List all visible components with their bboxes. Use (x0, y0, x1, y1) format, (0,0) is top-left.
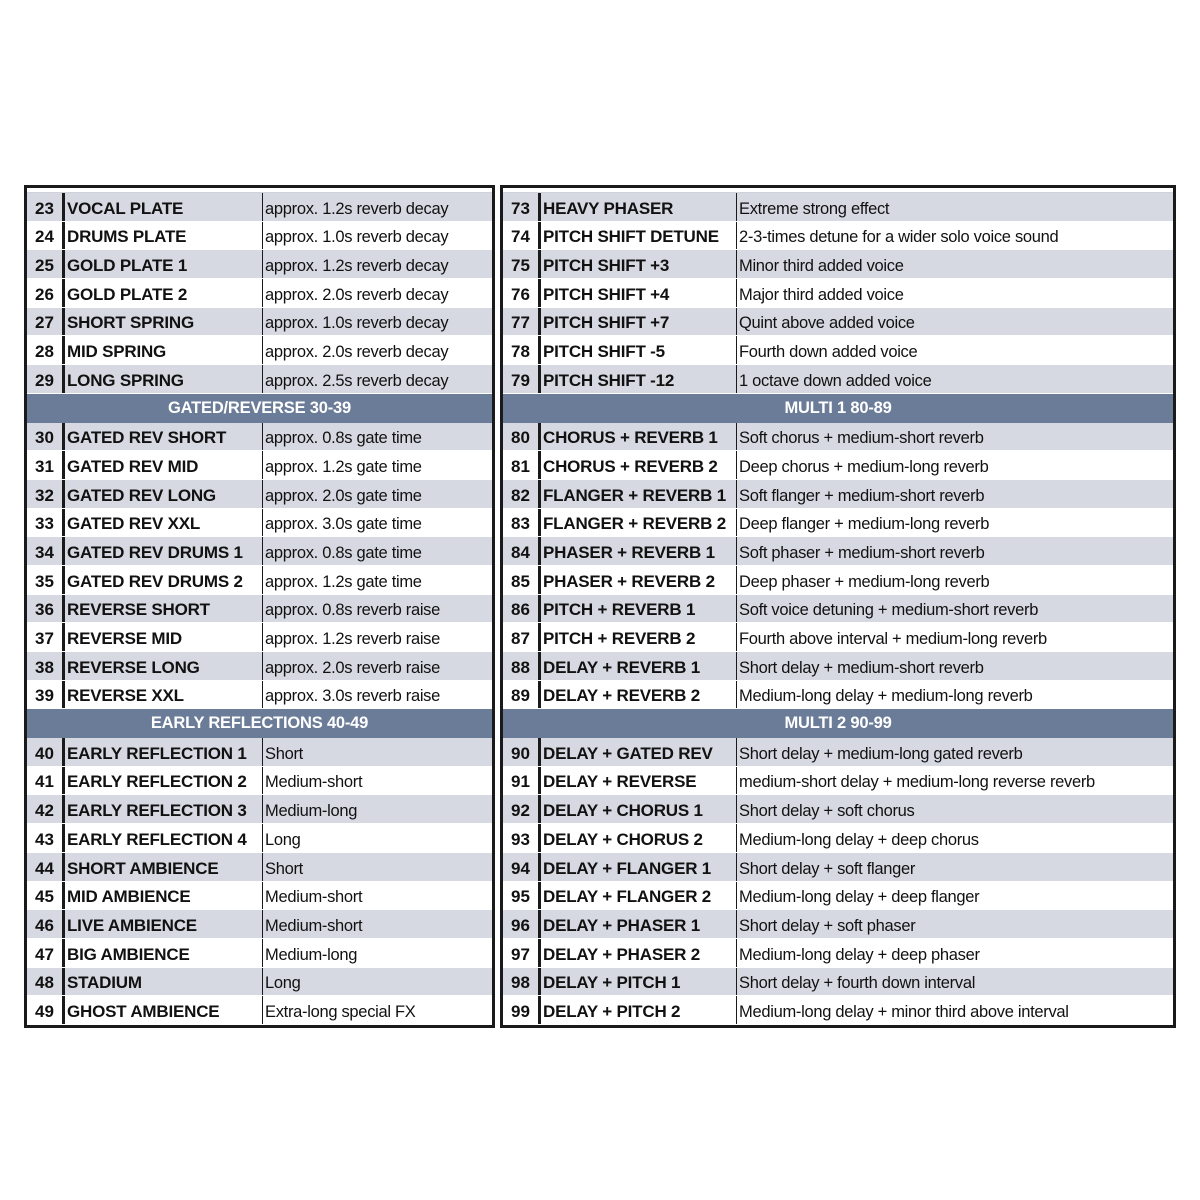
effect-num: 92 (503, 795, 541, 823)
effect-name: CHORUS + REVERB 2 (541, 451, 737, 479)
table-row (503, 623, 1173, 652)
effect-num: 48 (27, 968, 65, 996)
effect-name: DELAY + CHORUS 1 (541, 795, 737, 823)
table-row (27, 595, 492, 624)
effect-desc: Soft flanger + medium-short reverb (739, 486, 985, 505)
effect-desc: Medium-short (265, 888, 363, 907)
effect-num: 46 (27, 910, 65, 938)
effect-desc: Short (265, 744, 303, 763)
effect-num: 78 (503, 336, 541, 364)
effect-desc: Short delay + fourth down interval (739, 974, 976, 993)
effect-desc: Quint above added voice (739, 314, 915, 333)
effect-num: 79 (503, 365, 541, 393)
section-header: MULTI 2 90-99 (503, 709, 1173, 738)
effect-desc: Medium-long delay + deep chorus (739, 830, 979, 849)
effect-num: 45 (27, 882, 65, 910)
table-row (27, 308, 492, 337)
table-row (503, 853, 1173, 882)
effect-name: SHORT SPRING (65, 308, 263, 336)
effect-desc: Short delay + medium-long gated reverb (739, 744, 1023, 763)
effects-table-left (24, 185, 495, 1028)
effect-num: 77 (503, 308, 541, 336)
table-row (27, 423, 492, 452)
table-row (27, 623, 492, 652)
effect-name: DELAY + FLANGER 2 (541, 882, 737, 910)
effect-name: PITCH + REVERB 2 (541, 623, 737, 651)
effect-name: SHORT AMBIENCE (65, 853, 263, 881)
effect-desc: approx. 2.5s reverb decay (265, 371, 449, 390)
effect-desc: Medium-long (265, 945, 358, 964)
effect-desc: Extra-long special FX (265, 1002, 416, 1021)
effect-num: 36 (27, 595, 65, 623)
table-row (503, 738, 1173, 767)
effect-name: GHOST AMBIENCE (65, 996, 263, 1024)
table-row (27, 537, 492, 566)
table-row (27, 795, 492, 824)
effect-num: 27 (27, 308, 65, 336)
effect-name: LIVE AMBIENCE (65, 910, 263, 938)
effect-num: 82 (503, 480, 541, 508)
effect-name: DELAY + GATED REV (541, 738, 737, 766)
effect-num: 47 (27, 939, 65, 967)
effect-num: 41 (27, 767, 65, 795)
effect-num: 44 (27, 853, 65, 881)
effect-desc: approx. 1.2s gate time (265, 457, 422, 476)
effect-name: REVERSE LONG (65, 652, 263, 680)
effect-desc: Medium-long (265, 802, 358, 821)
effect-desc: approx. 1.2s reverb raise (265, 630, 441, 648)
effect-desc: Major third added voice (739, 285, 904, 304)
effect-desc: approx. 3.0s gate time (265, 515, 422, 534)
table-row (27, 336, 492, 365)
effect-num: 94 (503, 853, 541, 881)
effect-desc: Fourth above interval + medium-long reverb (739, 630, 1047, 648)
effect-num: 84 (503, 537, 541, 565)
table-row (503, 968, 1173, 997)
table-row (27, 681, 492, 710)
effect-num: 43 (27, 824, 65, 852)
effect-num: 23 (27, 193, 65, 221)
effect-desc: Soft chorus + medium-short reverb (739, 429, 984, 448)
effect-num: 74 (503, 222, 541, 250)
effect-name: REVERSE SHORT (65, 595, 263, 623)
effect-desc: Soft phaser + medium-short reverb (739, 543, 985, 562)
effect-name: VOCAL PLATE (65, 193, 263, 221)
effect-desc: approx. 2.0s reverb decay (265, 285, 449, 304)
effect-num: 38 (27, 652, 65, 680)
table-row (503, 566, 1173, 595)
effect-name: PHASER + REVERB 2 (541, 566, 737, 594)
effect-desc: Short delay + medium-short reverb (739, 658, 984, 677)
effect-desc: Medium-long delay + deep phaser (739, 945, 980, 964)
table-row (27, 480, 492, 509)
effect-num: 40 (27, 738, 65, 766)
table-row (27, 509, 492, 538)
effect-name: EARLY REFLECTION 2 (65, 767, 263, 795)
effect-desc: Deep flanger + medium-long reverb (739, 515, 990, 534)
effect-num: 32 (27, 480, 65, 508)
effect-name: DELAY + REVERB 2 (541, 681, 737, 709)
effect-num: 31 (27, 451, 65, 479)
effect-name: GOLD PLATE 2 (65, 279, 263, 307)
effect-desc: Long (265, 830, 301, 849)
effect-num: 33 (27, 509, 65, 537)
effect-name: PHASER + REVERB 1 (541, 537, 737, 565)
table-row (27, 996, 492, 1025)
effect-name: REVERSE XXL (65, 681, 263, 709)
effect-desc: approx. 2.0s reverb raise (265, 658, 441, 677)
table-row (27, 910, 492, 939)
effect-desc: approx. 0.8s gate time (265, 543, 422, 562)
effect-desc: Deep phaser + medium-long reverb (739, 572, 990, 591)
table-row (503, 595, 1173, 624)
effect-name: DELAY + PITCH 1 (541, 968, 737, 996)
table-row (503, 308, 1173, 337)
effect-num: 85 (503, 566, 541, 594)
table-row (27, 738, 492, 767)
table-row (503, 996, 1173, 1025)
effect-num: 89 (503, 681, 541, 709)
effect-name: PITCH + REVERB 1 (541, 595, 737, 623)
effect-num: 30 (27, 423, 65, 451)
effect-num: 86 (503, 595, 541, 623)
effect-num: 95 (503, 882, 541, 910)
effect-num: 99 (503, 996, 541, 1024)
table-row (503, 250, 1173, 279)
table-row (27, 939, 492, 968)
table-row (503, 882, 1173, 911)
effect-num: 37 (27, 623, 65, 651)
effect-desc: Medium-short (265, 916, 363, 935)
effect-desc: Long (265, 974, 301, 993)
table-row (27, 222, 492, 251)
table-row (27, 767, 492, 796)
table-row (27, 652, 492, 681)
table-row (27, 193, 492, 222)
effect-name: FLANGER + REVERB 2 (541, 509, 737, 537)
effect-name: BIG AMBIENCE (65, 939, 263, 967)
effect-num: 26 (27, 279, 65, 307)
effect-name: CHORUS + REVERB 1 (541, 423, 737, 451)
table-row (503, 193, 1173, 222)
effect-name: EARLY REFLECTION 4 (65, 824, 263, 852)
effect-desc: approx. 1.2s reverb decay (265, 257, 449, 276)
effect-desc: approx. 2.0s reverb decay (265, 343, 449, 362)
effect-num: 81 (503, 451, 541, 479)
effect-desc: Short delay + soft phaser (739, 916, 916, 935)
section-header: MULTI 1 80-89 (503, 394, 1173, 423)
effect-desc: approx. 0.8s gate time (265, 429, 422, 448)
effect-desc: Short delay + soft chorus (739, 802, 915, 821)
table-row (503, 824, 1173, 853)
effect-desc: Medium-long delay + medium-long reverb (739, 687, 1033, 706)
effect-desc: approx. 0.8s reverb raise (265, 601, 441, 620)
effect-name: GATED REV XXL (65, 509, 263, 537)
effect-desc: Short delay + soft flanger (739, 859, 916, 878)
effect-desc: approx. 3.0s reverb raise (265, 687, 441, 706)
effect-num: 34 (27, 537, 65, 565)
effect-num: 96 (503, 910, 541, 938)
effect-name: MID SPRING (65, 336, 263, 364)
table-row (27, 853, 492, 882)
effect-name: GATED REV LONG (65, 480, 263, 508)
effect-num: 29 (27, 365, 65, 393)
effect-num: 83 (503, 509, 541, 537)
effect-num: 39 (27, 681, 65, 709)
effect-name: EARLY REFLECTION 3 (65, 795, 263, 823)
table-row (503, 681, 1173, 710)
effect-num: 91 (503, 767, 541, 795)
effect-name: PITCH SHIFT +3 (541, 250, 737, 278)
effect-name: GATED REV DRUMS 2 (65, 566, 263, 594)
effect-name: EARLY REFLECTION 1 (65, 738, 263, 766)
effect-desc: approx. 1.2s reverb decay (265, 199, 449, 218)
table-row (503, 939, 1173, 968)
effect-desc: Soft voice detuning + medium-short reverb (739, 601, 1039, 620)
section-header: EARLY REFLECTIONS 40-49 (27, 709, 492, 738)
effect-desc: Medium-long delay + deep flanger (739, 888, 980, 907)
effect-num: 93 (503, 824, 541, 852)
effect-name: DELAY + CHORUS 2 (541, 824, 737, 852)
table-row (27, 824, 492, 853)
effect-name: PITCH SHIFT DETUNE (541, 222, 737, 250)
effect-name: LONG SPRING (65, 365, 263, 393)
effect-name: DELAY + REVERB 1 (541, 652, 737, 680)
effect-num: 80 (503, 423, 541, 451)
effect-desc: Fourth down added voice (739, 343, 918, 362)
effect-desc: approx. 1.0s reverb decay (265, 314, 449, 333)
effect-desc: Deep chorus + medium-long reverb (739, 457, 989, 476)
table-row (503, 423, 1173, 452)
effect-desc: approx. 2.0s gate time (265, 486, 422, 505)
table-row (27, 968, 492, 997)
effect-num: 49 (27, 996, 65, 1024)
effect-name: DELAY + REVERSE (541, 767, 737, 795)
effect-desc: 2-3-times detune for a wider solo voice sound (739, 228, 1059, 247)
effect-num: 75 (503, 250, 541, 278)
effect-name: FLANGER + REVERB 1 (541, 480, 737, 508)
effect-name: PITCH SHIFT +4 (541, 279, 737, 307)
effect-num: 73 (503, 193, 541, 221)
effect-desc: Medium-long delay + minor third above interval (739, 1002, 1069, 1021)
effect-name: DELAY + PITCH 2 (541, 996, 737, 1024)
effect-num: 87 (503, 623, 541, 651)
effect-name: DELAY + FLANGER 1 (541, 853, 737, 881)
effect-desc: Short (265, 859, 303, 878)
table-row (503, 480, 1173, 509)
effect-desc: approx. 1.2s gate time (265, 572, 422, 591)
effect-desc: Extreme strong effect (739, 199, 890, 218)
effect-name: REVERSE MID (65, 623, 263, 651)
effect-name: HEAVY PHASER (541, 193, 737, 221)
effect-num: 76 (503, 279, 541, 307)
effect-desc: medium-short delay + medium-long reverse reverb (739, 773, 1095, 792)
table-row (503, 336, 1173, 365)
effect-name: DELAY + PHASER 1 (541, 910, 737, 938)
table-row (27, 250, 492, 279)
effect-name: PITCH SHIFT -5 (541, 336, 737, 364)
table-row (503, 365, 1173, 394)
table-row (27, 279, 492, 308)
table-row (503, 509, 1173, 538)
effect-name: GATED REV SHORT (65, 423, 263, 451)
effect-num: 90 (503, 738, 541, 766)
effect-num: 98 (503, 968, 541, 996)
effect-num: 35 (27, 566, 65, 594)
table-row (503, 767, 1173, 796)
table-row (27, 882, 492, 911)
table-row (503, 222, 1173, 251)
table-row (503, 537, 1173, 566)
effect-name: PITCH SHIFT -12 (541, 365, 737, 393)
table-row (27, 451, 492, 480)
table-row (503, 451, 1173, 480)
section-header: GATED/REVERSE 30-39 (27, 394, 492, 423)
table-row (503, 279, 1173, 308)
table-row (27, 566, 492, 595)
effect-name: STADIUM (65, 968, 263, 996)
effect-num: 88 (503, 652, 541, 680)
effect-desc: approx. 1.0s reverb decay (265, 228, 449, 247)
effect-num: 24 (27, 222, 65, 250)
effect-name: DRUMS PLATE (65, 222, 263, 250)
effect-num: 42 (27, 795, 65, 823)
effect-name: DELAY + PHASER 2 (541, 939, 737, 967)
table-row (503, 795, 1173, 824)
effect-name: GOLD PLATE 1 (65, 250, 263, 278)
effect-num: 97 (503, 939, 541, 967)
effect-desc: Minor third added voice (739, 257, 904, 276)
effect-num: 25 (27, 250, 65, 278)
effect-name: MID AMBIENCE (65, 882, 263, 910)
effect-name: GATED REV MID (65, 451, 263, 479)
effect-name: PITCH SHIFT +7 (541, 308, 737, 336)
effects-table-right (500, 185, 1176, 1028)
effect-num: 28 (27, 336, 65, 364)
table-row (503, 652, 1173, 681)
effect-desc: Medium-short (265, 773, 363, 792)
effect-name: GATED REV DRUMS 1 (65, 537, 263, 565)
effect-desc: 1 octave down added voice (739, 371, 932, 390)
table-row (27, 365, 492, 394)
table-row (503, 910, 1173, 939)
